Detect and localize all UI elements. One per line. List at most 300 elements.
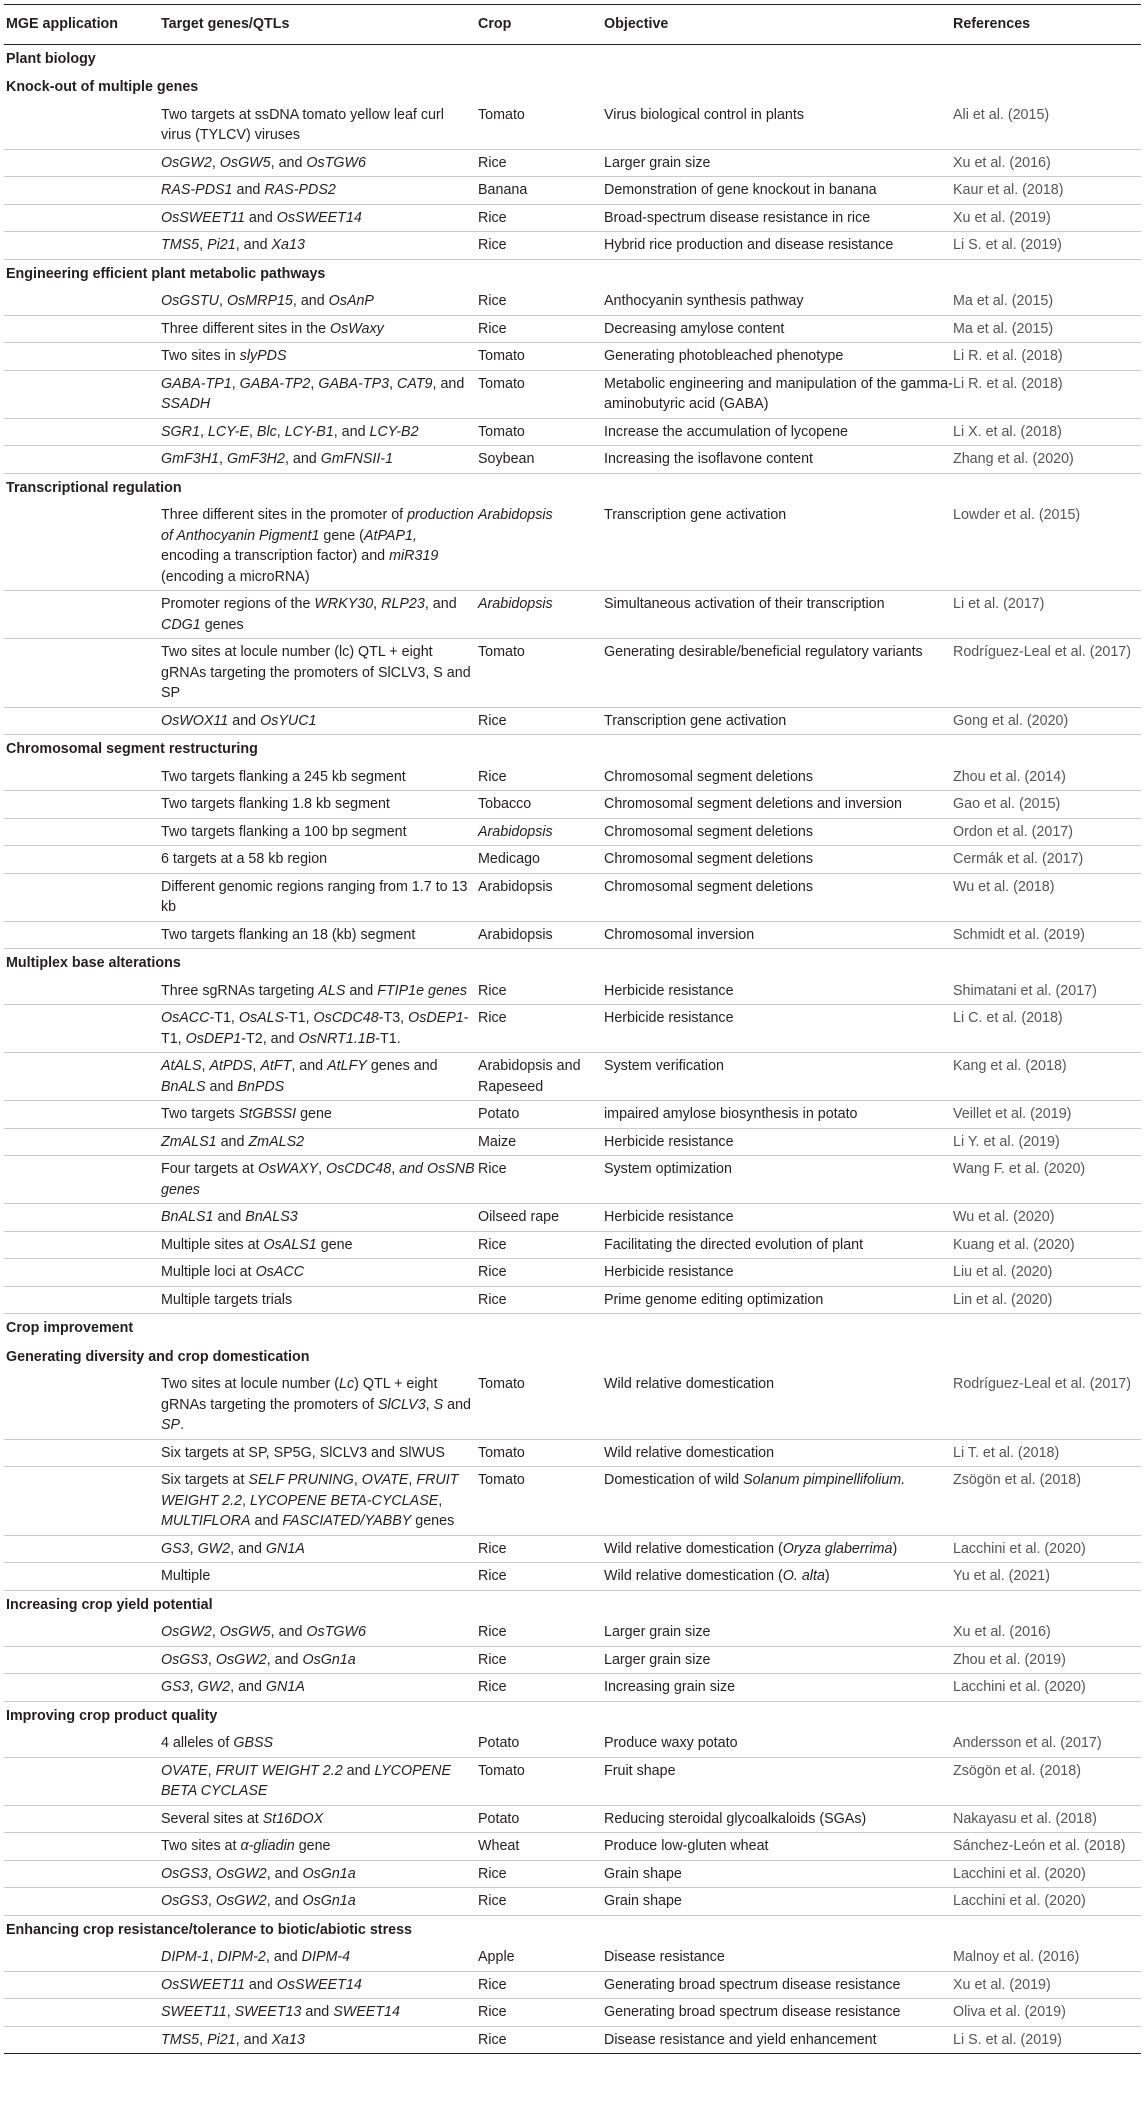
crop-cell: Rice: [478, 315, 604, 343]
objective-cell: Demonstration of gene knockout in banana: [604, 177, 953, 205]
section-title: Generating diversity and crop domestication: [6, 1348, 310, 1365]
mge-application-cell: [4, 1730, 161, 1757]
mge-application-cell: [4, 1005, 161, 1053]
mge-application-cell: [4, 1128, 161, 1156]
objective-cell: impaired amylose biosynthesis in potato: [604, 1101, 953, 1129]
italic-gene-name: GmFNSII-1: [320, 451, 394, 467]
crop-cell: Tomato: [478, 1757, 604, 1805]
target-genes-cell: Three different sites in the OsWaxy: [161, 315, 478, 343]
crop-cell: Apple: [478, 1944, 604, 1971]
italic-gene-name: OsGn1a: [302, 1893, 356, 1909]
reference-cell: Ma et al. (2015): [953, 288, 1141, 315]
italic-gene-name: OsALS: [238, 1010, 285, 1026]
reference-cell: Xu et al. (2019): [953, 1971, 1141, 1999]
mge-application-cell: [4, 639, 161, 708]
reference-cell: Zsögön et al. (2018): [953, 1757, 1141, 1805]
target-genes-cell: TMS5, Pi21, and Xa13: [161, 2026, 478, 2054]
italic-gene-name: OsTGW6: [306, 154, 366, 171]
italic-gene-name: GS3: [161, 1540, 190, 1557]
mge-application-cell: [4, 1563, 161, 1591]
italic-gene-name: Xa13: [271, 237, 305, 253]
italic-gene-name: OsWOX11: [161, 712, 229, 729]
table-row: [4, 1619, 1141, 1646]
italic-gene-name: GN1A: [265, 1540, 305, 1557]
table-row: [4, 102, 1141, 150]
objective-cell: Prime genome editing optimization: [604, 1286, 953, 1314]
reference-cell: Malnoy et al. (2016): [953, 1944, 1141, 1971]
section-title: Improving crop product quality: [6, 1707, 218, 1724]
objective-cell: Fruit shape: [604, 1757, 953, 1805]
table-row: [4, 1128, 1141, 1156]
reference-cell: Lacchini et al. (2020): [953, 1674, 1141, 1702]
objective-cell: Broad-spectrum disease resistance in rice: [604, 204, 953, 232]
italic-gene-name: GABA-TP2: [239, 375, 311, 392]
crop-cell: Rice: [478, 1005, 604, 1053]
mge-application-cell: [4, 502, 161, 591]
italic-gene-name: OsGn1a: [302, 1651, 356, 1668]
mge-application-cell: [4, 204, 161, 232]
italic-gene-name: TMS5: [161, 237, 200, 253]
mge-application-cell: [4, 1888, 161, 1916]
crop-cell: Wheat: [478, 1833, 604, 1861]
table-row: [4, 1971, 1141, 1999]
crop-cell: Tomato: [478, 343, 604, 371]
target-genes-cell: Six targets at SELF PRUNING, OVATE, FRUIT WEIGHT 2.2, LYCOPENE BETA-CYCLASE, MULTIFLORA and FASCIATED/YABBY genes: [161, 1467, 478, 1536]
italic-gene-name: OsDEP1: [185, 1030, 242, 1047]
italic-gene-name: miR319: [389, 548, 439, 564]
objective-cell: System optimization: [604, 1156, 953, 1204]
crop-cell: Rice: [478, 2026, 604, 2054]
italic-gene-name: LCY-B1: [284, 423, 334, 440]
italic-gene-name: FRUIT WEIGHT 2.2: [161, 1472, 459, 1509]
italic-gene-name: OVATE: [161, 1762, 208, 1779]
mge-application-cell: [4, 1371, 161, 1439]
italic-gene-name: OsGW2: [215, 1865, 267, 1882]
objective-cell: Herbicide resistance: [604, 1259, 953, 1287]
crop-cell: Rice: [478, 1674, 604, 1702]
objective-cell: Increase the accumulation of lycopene: [604, 418, 953, 446]
target-genes-cell: Two targets flanking an 18 (kb) segment: [161, 921, 478, 949]
italic-gene-name: Pi21: [207, 2031, 236, 2048]
reference-cell: Veillet et al. (2019): [953, 1101, 1141, 1129]
mge-application-cell: [4, 791, 161, 819]
italic-gene-name: ZmALS2: [248, 1133, 305, 1150]
target-genes-cell: TMS5, Pi21, and Xa13: [161, 232, 478, 260]
mge-application-cell: [4, 591, 161, 639]
objective-cell: Chromosomal segment deletions: [604, 818, 953, 846]
mge-application-cell: [4, 707, 161, 735]
reference-cell: Andersson et al. (2017): [953, 1730, 1141, 1757]
table-row: [4, 1888, 1141, 1916]
italic-gene-name: SELF PRUNING: [248, 1472, 354, 1488]
target-genes-cell: Two targets flanking a 245 kb segment: [161, 764, 478, 791]
mge-application-cell: [4, 873, 161, 921]
objective-cell: Facilitating the directed evolution of plant: [604, 1231, 953, 1259]
target-genes-cell: Two sites in slyPDS: [161, 343, 478, 371]
crop-cell: Rice: [478, 764, 604, 791]
target-genes-cell: Different genomic regions ranging from 1.7 to 13 kb: [161, 873, 478, 921]
italic-gene-name: RAS-PDS2: [264, 182, 336, 198]
reference-cell: Gao et al. (2015): [953, 791, 1141, 819]
crop-cell: Rice: [478, 1619, 604, 1646]
italic-gene-name: GABA-TP1: [161, 375, 232, 392]
italic-gene-name: Arabidopsis: [478, 507, 553, 523]
objective-cell: Disease resistance and yield enhancement: [604, 2026, 953, 2054]
italic-gene-name: OsWaxy: [330, 320, 384, 337]
italic-gene-name: BnALS3: [245, 1209, 298, 1225]
italic-gene-name: OsDEP1: [408, 1010, 464, 1026]
mge-application-cell: [4, 1286, 161, 1314]
section-title: Increasing crop yield potential: [6, 1596, 213, 1613]
italic-gene-name: O. alta: [782, 1568, 825, 1584]
crop-cell: Rice: [478, 1259, 604, 1287]
italic-gene-name: LCY-E: [207, 423, 249, 440]
mge-application-cell: [4, 764, 161, 791]
mge-application-cell: [4, 1860, 161, 1888]
reference-cell: Oliva et al. (2019): [953, 1999, 1141, 2027]
mge-application-cell: [4, 315, 161, 343]
target-genes-cell: OsGSTU, OsMRP15, and OsAnP: [161, 288, 478, 315]
table-row: [4, 2026, 1141, 2054]
italic-gene-name: Blc: [256, 423, 277, 440]
italic-gene-name: DIPM-1: [161, 1949, 210, 1965]
table-row: [4, 1535, 1141, 1563]
table-row: [4, 1286, 1141, 1314]
italic-gene-name: Solanum pimpinellifolium.: [743, 1472, 906, 1488]
target-genes-cell: GS3, GW2, and GN1A: [161, 1535, 478, 1563]
italic-gene-name: OsWAXY: [257, 1161, 319, 1177]
italic-gene-name: OsGW2: [161, 154, 212, 171]
italic-gene-name: GmF3H2: [226, 451, 285, 467]
italic-gene-name: ZmALS1: [161, 1133, 217, 1150]
target-genes-cell: Three different sites in the promoter of production of Anthocyanin Pigment1 gene (AtPAP1, encoding a transcription factor) and miR319 (encoding a microRNA): [161, 502, 478, 591]
target-genes-cell: Promoter regions of the WRKY30, RLP23, and CDG1 genes: [161, 591, 478, 639]
reference-cell: Yu et al. (2021): [953, 1563, 1141, 1591]
target-genes-cell: OsGS3, OsGW2, and OsGn1a: [161, 1888, 478, 1916]
subcategory-heading-row: [4, 1343, 1141, 1372]
objective-cell: Domestication of wild Solanum pimpinellifolium.: [604, 1467, 953, 1536]
crop-cell: Tomato: [478, 1439, 604, 1467]
objective-cell: Chromosomal segment deletions: [604, 764, 953, 791]
target-genes-cell: RAS-PDS1 and RAS-PDS2: [161, 177, 478, 205]
crop-cell: [478, 502, 604, 591]
italic-gene-name: SP: [161, 1417, 181, 1433]
mge-application-cell: [4, 1204, 161, 1232]
reference-cell: Ma et al. (2015): [953, 315, 1141, 343]
objective-cell: Increasing grain size: [604, 1674, 953, 1702]
reference-cell: Gong et al. (2020): [953, 707, 1141, 735]
target-genes-cell: Two targets flanking 1.8 kb segment: [161, 791, 478, 819]
table-row: [4, 502, 1141, 591]
category-heading-row: [4, 1314, 1141, 1343]
mge-application-cell: [4, 1999, 161, 2027]
italic-gene-name: ALS: [318, 982, 346, 999]
crop-cell: Rice: [478, 1535, 604, 1563]
crop-cell: Rice: [478, 204, 604, 232]
objective-cell: Chromosomal segment deletions: [604, 873, 953, 921]
table-row: [4, 1757, 1141, 1805]
reference-cell: Kaur et al. (2018): [953, 177, 1141, 205]
table-row: [4, 1999, 1141, 2027]
mge-application-cell: [4, 1439, 161, 1467]
header-target-genes: Target genes/QTLs: [161, 5, 478, 45]
mge-application-cell: [4, 1467, 161, 1536]
table-row: [4, 1053, 1141, 1101]
italic-gene-name: FTIP1e genes: [377, 982, 467, 999]
italic-gene-name: AtFT: [260, 1058, 292, 1074]
objective-cell: Generating photobleached phenotype: [604, 343, 953, 371]
objective-cell: Generating broad spectrum disease resistance: [604, 1999, 953, 2027]
italic-gene-name: SWEET11: [161, 2004, 227, 2020]
italic-gene-name: production of Anthocyanin Pigment1: [161, 507, 474, 544]
table-row: [4, 1833, 1141, 1861]
crop-cell: Rice: [478, 149, 604, 177]
italic-gene-name: OsSWEET14: [276, 1976, 362, 1993]
crop-cell: Rice: [478, 1156, 604, 1204]
italic-gene-name: OsAnP: [328, 293, 374, 309]
mge-application-cell: [4, 1944, 161, 1971]
objective-cell: Wild relative domestication (Oryza glaberrima): [604, 1535, 953, 1563]
target-genes-cell: GS3, GW2, and GN1A: [161, 1674, 478, 1702]
mge-application-cell: [4, 1833, 161, 1861]
table-row: [4, 1467, 1141, 1536]
table-row: [4, 1563, 1141, 1591]
italic-gene-name: OsGW5: [219, 154, 271, 171]
objective-cell: Larger grain size: [604, 1646, 953, 1674]
table-row: [4, 288, 1141, 315]
table-row: [4, 1371, 1141, 1439]
target-genes-cell: Four targets at OsWAXY, OsCDC48, and OsSNB genes: [161, 1156, 478, 1204]
italic-gene-name: GABA-TP3: [318, 375, 390, 392]
subcategory-heading-row: [4, 949, 1141, 978]
table-row: [4, 177, 1141, 205]
table-header: [4, 5, 1141, 45]
italic-gene-name: GmF3H1: [161, 451, 219, 467]
crop-cell: Banana: [478, 177, 604, 205]
italic-gene-name: LYCOPENE BETA-CYCLASE: [249, 1492, 439, 1509]
reference-cell: Liu et al. (2020): [953, 1259, 1141, 1287]
reference-cell: Li Y. et al. (2019): [953, 1128, 1141, 1156]
italic-gene-name: GW2: [197, 1679, 231, 1695]
table-row: [4, 1860, 1141, 1888]
table-row: [4, 921, 1141, 949]
mge-application-cell: [4, 1757, 161, 1805]
reference-cell: Rodríguez-Leal et al. (2017): [953, 1371, 1141, 1439]
reference-cell: Lacchini et al. (2020): [953, 1860, 1141, 1888]
mge-application-cell: [4, 978, 161, 1005]
objective-cell: Chromosomal segment deletions: [604, 846, 953, 874]
mge-application-cell: [4, 446, 161, 474]
reference-cell: Nakayasu et al. (2018): [953, 1805, 1141, 1833]
crop-cell: Arabidopsis: [478, 873, 604, 921]
target-genes-cell: BnALS1 and BnALS3: [161, 1204, 478, 1232]
italic-gene-name: OsGW5: [219, 1624, 271, 1640]
italic-gene-name: Lc: [339, 1376, 355, 1392]
reference-cell: Ordon et al. (2017): [953, 818, 1141, 846]
italic-gene-name: OsSWEET14: [276, 209, 362, 226]
italic-gene-name: BnALS: [161, 1078, 206, 1095]
header-references: References: [953, 5, 1141, 45]
target-genes-cell: GABA-TP1, GABA-TP2, GABA-TP3, CAT9, and SSADH: [161, 370, 478, 418]
mge-application-cell: [4, 1646, 161, 1674]
mge-application-cell: [4, 370, 161, 418]
objective-cell: Virus biological control in plants: [604, 102, 953, 150]
italic-gene-name: OsGS3: [161, 1893, 208, 1909]
mge-application-table: [4, 4, 1141, 2054]
mge-application-cell: [4, 1231, 161, 1259]
mge-application-cell: [4, 846, 161, 874]
reference-cell: Kuang et al. (2020): [953, 1231, 1141, 1259]
objective-cell: Produce low-gluten wheat: [604, 1833, 953, 1861]
italic-gene-name: DIPM-4: [301, 1949, 351, 1965]
crop-cell: Tomato: [478, 102, 604, 150]
section-title: Engineering efficient plant metabolic pathways: [6, 265, 326, 282]
crop-cell: Medicago: [478, 846, 604, 874]
italic-gene-name: OsGW2: [215, 1651, 267, 1668]
italic-gene-name: OsACC: [161, 1010, 210, 1026]
header-crop: Crop: [478, 5, 604, 45]
italic-gene-name: SWEET14: [333, 2004, 400, 2020]
objective-cell: Chromosomal segment deletions and inversion: [604, 791, 953, 819]
target-genes-cell: OsSWEET11 and OsSWEET14: [161, 1971, 478, 1999]
mge-application-cell: [4, 1053, 161, 1101]
section-title: Enhancing crop resistance/tolerance to biotic/abiotic stress: [6, 1921, 412, 1938]
italic-gene-name: GW2: [197, 1540, 231, 1557]
target-genes-cell: Two sites at locule number (lc) QTL + eight gRNAs targeting the promoters of SlCLV3, S and SP: [161, 639, 478, 708]
reference-cell: Wu et al. (2020): [953, 1204, 1141, 1232]
target-genes-cell: DIPM-1, DIPM-2, and DIPM-4: [161, 1944, 478, 1971]
table-body: [4, 44, 1141, 2054]
crop-cell: Tomato: [478, 1371, 604, 1439]
italic-gene-name: AtALS: [161, 1058, 202, 1074]
target-genes-cell: SWEET11, SWEET13 and SWEET14: [161, 1999, 478, 2027]
italic-gene-name: TMS5: [161, 2031, 200, 2048]
objective-cell: Decreasing amylose content: [604, 315, 953, 343]
crop-cell: Rice: [478, 1231, 604, 1259]
reference-cell: Li R. et al. (2018): [953, 370, 1141, 418]
italic-gene-name: OsGW2: [215, 1893, 267, 1909]
category-heading-row: [4, 44, 1141, 73]
italic-gene-name: FRUIT WEIGHT 2.2: [215, 1762, 343, 1779]
mge-application-cell: [4, 149, 161, 177]
italic-gene-name: and OsSNB genes: [161, 1161, 475, 1198]
italic-gene-name: DIPM-2: [217, 1949, 266, 1965]
objective-cell: Transcription gene activation: [604, 502, 953, 591]
target-genes-cell: Two targets StGBSSI gene: [161, 1101, 478, 1129]
target-genes-cell: Two sites at locule number (Lc) QTL + eight gRNAs targeting the promoters of SlCLV3, S and SP.: [161, 1371, 478, 1439]
mge-application-cell: [4, 1971, 161, 1999]
table-row: [4, 204, 1141, 232]
italic-gene-name: AtLFY: [327, 1058, 367, 1074]
italic-gene-name: OsGSTU: [161, 293, 219, 309]
table-row: [4, 370, 1141, 418]
target-genes-cell: Two sites at α-gliadin gene: [161, 1833, 478, 1861]
reference-cell: Rodríguez-Leal et al. (2017): [953, 639, 1141, 708]
crop-cell: Rice: [478, 1860, 604, 1888]
crop-cell: Rice: [478, 978, 604, 1005]
subcategory-heading-row: [4, 1915, 1141, 1944]
objective-cell: Anthocyanin synthesis pathway: [604, 288, 953, 315]
italic-gene-name: OsGS3: [161, 1651, 208, 1668]
target-genes-cell: Two targets at ssDNA tomato yellow leaf curl virus (TYLCV) viruses: [161, 102, 478, 150]
crop-cell: Potato: [478, 1101, 604, 1129]
objective-cell: Disease resistance: [604, 1944, 953, 1971]
objective-cell: Wild relative domestication: [604, 1439, 953, 1467]
italic-gene-name: S: [433, 1396, 444, 1413]
italic-gene-name: Pi21: [207, 237, 236, 253]
mge-application-cell: [4, 1156, 161, 1204]
crop-cell: Oilseed rape: [478, 1204, 604, 1232]
italic-gene-name: LYCOPENE BETA CYCLASE: [161, 1762, 452, 1799]
mge-application-cell: [4, 818, 161, 846]
italic-gene-name: OsNRT1.1B: [298, 1030, 376, 1047]
section-title: Multiplex base alterations: [6, 955, 181, 971]
objective-cell: Generating desirable/beneficial regulatory variants: [604, 639, 953, 708]
table-row: [4, 1005, 1141, 1053]
italic-gene-name: SWEET13: [234, 2004, 302, 2020]
crop-cell: Rice: [478, 1999, 604, 2027]
reference-cell: Xu et al. (2016): [953, 149, 1141, 177]
table-row: [4, 1204, 1141, 1232]
target-genes-cell: Several sites at St16DOX: [161, 1805, 478, 1833]
italic-gene-name: RAS-PDS1: [161, 182, 233, 198]
mge-application-cell: [4, 177, 161, 205]
reference-cell: Xu et al. (2019): [953, 204, 1141, 232]
objective-cell: Metabolic engineering and manipulation of the gamma-aminobutyric acid (GABA): [604, 370, 953, 418]
italic-gene-name: OsMRP15: [226, 293, 293, 309]
crop-cell: Rice: [478, 1888, 604, 1916]
mge-application-cell: [4, 921, 161, 949]
target-genes-cell: OsWOX11 and OsYUC1: [161, 707, 478, 735]
italic-gene-name: OsSWEET11: [161, 1976, 245, 1993]
section-title: Crop improvement: [6, 1320, 134, 1336]
mge-application-cell: [4, 1805, 161, 1833]
crop-cell: Maize: [478, 1128, 604, 1156]
reference-cell: Lacchini et al. (2020): [953, 1888, 1141, 1916]
reference-cell: Zhang et al. (2020): [953, 446, 1141, 474]
reference-cell: Shimatani et al. (2017): [953, 978, 1141, 1005]
reference-cell: Lacchini et al. (2020): [953, 1535, 1141, 1563]
reference-cell: Li C. et al. (2018): [953, 1005, 1141, 1053]
italic-gene-name: OsGn1a: [302, 1865, 356, 1882]
table-row: [4, 1944, 1141, 1971]
table-row: [4, 873, 1141, 921]
reference-cell: Li S. et al. (2019): [953, 232, 1141, 260]
mge-application-cell: [4, 1674, 161, 1702]
section-title: Knock-out of multiple genes: [6, 79, 199, 95]
italic-gene-name: BnPDS: [237, 1078, 285, 1095]
section-title: Transcriptional regulation: [6, 479, 182, 496]
mge-application-cell: [4, 1259, 161, 1287]
italic-gene-name: OsCDC48: [313, 1010, 379, 1026]
italic-gene-name: OsSWEET11: [161, 209, 245, 226]
target-genes-cell: OsGW2, OsGW5, and OsTGW6: [161, 149, 478, 177]
table-row: [4, 818, 1141, 846]
italic-gene-name: CAT9: [397, 375, 433, 392]
objective-cell: Herbicide resistance: [604, 978, 953, 1005]
italic-gene-name: slyPDS: [239, 348, 287, 364]
reference-cell: Lin et al. (2020): [953, 1286, 1141, 1314]
target-genes-cell: 4 alleles of GBSS: [161, 1730, 478, 1757]
crop-cell: Rice: [478, 232, 604, 260]
objective-cell: Reducing steroidal glycoalkaloids (SGAs): [604, 1805, 953, 1833]
objective-cell: Transcription gene activation: [604, 707, 953, 735]
section-title: Plant biology: [6, 50, 96, 67]
objective-cell: Wild relative domestication (O. alta): [604, 1563, 953, 1591]
table-row: [4, 978, 1141, 1005]
crop-cell: [478, 591, 604, 639]
crop-cell: Rice: [478, 707, 604, 735]
